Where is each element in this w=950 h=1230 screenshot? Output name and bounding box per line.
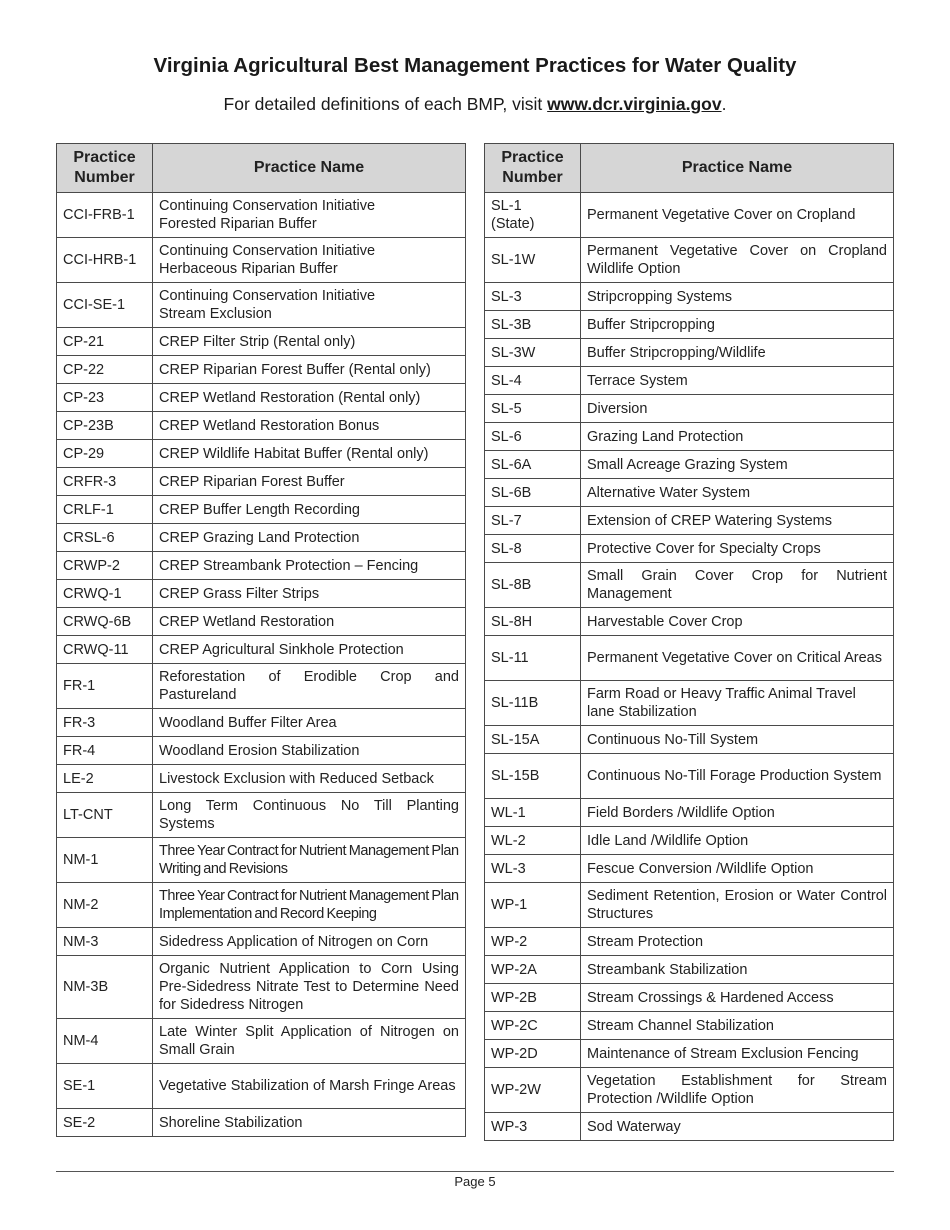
practice-number-cell: SL-6B [485, 479, 581, 507]
table-row [485, 726, 894, 754]
practice-number-cell: CRWQ-1 [57, 580, 153, 608]
practice-number-cell: WP-2 [485, 928, 581, 956]
practice-name-cell: Protective Cover for Specialty Crops [581, 535, 894, 563]
table-row [485, 283, 894, 311]
practice-number-cell: WP-2A [485, 956, 581, 984]
table-row [485, 1040, 894, 1068]
table-row [57, 193, 466, 238]
table-row [485, 507, 894, 535]
table-row [57, 928, 466, 956]
practice-number-cell: SL-11B [485, 681, 581, 726]
practice-number-cell: NM-1 [57, 838, 153, 883]
practice-number-cell: WL-2 [485, 827, 581, 855]
practice-number-cell: WP-2D [485, 1040, 581, 1068]
practice-number-cell: WL-3 [485, 855, 581, 883]
practice-number-cell: CRSL-6 [57, 524, 153, 552]
table-row [57, 883, 466, 928]
practice-name-cell: Small Grain Cover Crop for Nutrient Management [581, 563, 894, 608]
practice-number-cell: NM-4 [57, 1019, 153, 1064]
practice-name-cell: Stream Channel Stabilization [581, 1012, 894, 1040]
column-header-practice-number: Practice Number [57, 144, 153, 193]
practice-number-cell: WP-3 [485, 1113, 581, 1141]
practice-name-cell: Alternative Water System [581, 479, 894, 507]
table-row [57, 737, 466, 765]
table-row [57, 1064, 466, 1109]
practice-name-cell: CREP Wetland Restoration (Rental only) [153, 384, 466, 412]
practice-name-cell: Sod Waterway [581, 1113, 894, 1141]
practice-name-cell: Continuing Conservation Initiative Stream Exclusion [153, 283, 466, 328]
practice-number-cell: SL-3W [485, 339, 581, 367]
practice-number-cell: CRFR-3 [57, 468, 153, 496]
practice-number-cell: SL-8 [485, 535, 581, 563]
practice-number-cell: CCI-FRB-1 [57, 193, 153, 238]
bmp-table-right [484, 143, 894, 1141]
practice-name-cell: CREP Filter Strip (Rental only) [153, 328, 466, 356]
page-number: Page 5 [454, 1174, 496, 1189]
table-row [57, 608, 466, 636]
practice-number-cell: SL-7 [485, 507, 581, 535]
practice-number-cell: WP-2B [485, 984, 581, 1012]
practice-name-cell: Buffer Stripcropping/Wildlife [581, 339, 894, 367]
table-row [57, 793, 466, 838]
practice-name-cell: Three Year Contract for Nutrient Management Plan Implementation and Record Keeping [153, 883, 466, 928]
practice-number-cell: CCI-HRB-1 [57, 238, 153, 283]
practice-number-cell: SL-3B [485, 311, 581, 339]
table-row [57, 956, 466, 1019]
table-row [485, 1113, 894, 1141]
practice-number-cell: SL-8B [485, 563, 581, 608]
table-row [485, 535, 894, 563]
table-row [485, 928, 894, 956]
table-row [57, 496, 466, 524]
practice-name-cell: Sidedress Application of Nitrogen on Corn [153, 928, 466, 956]
practice-name-cell: Farm Road or Heavy Traffic Animal Travel lane Stabilization [581, 681, 894, 726]
practice-name-cell: Harvestable Cover Crop [581, 608, 894, 636]
table-row [485, 681, 894, 726]
practice-number-cell: SL-5 [485, 395, 581, 423]
practice-name-cell: Continuous No-Till Forage Production System [581, 754, 894, 799]
practice-name-cell: Extension of CREP Watering Systems [581, 507, 894, 535]
page-title: Virginia Agricultural Best Management Practices for Water Quality [153, 54, 797, 77]
practice-number-cell: SE-2 [57, 1109, 153, 1137]
table-row [485, 956, 894, 984]
practice-name-cell: Continuing Conservation Initiative Herbaceous Riparian Buffer [153, 238, 466, 283]
practice-number-cell: FR-3 [57, 709, 153, 737]
practice-name-cell: Vegetative Stabilization of Marsh Fringe Areas [153, 1064, 466, 1109]
practice-name-cell: Diversion [581, 395, 894, 423]
practice-name-cell: Maintenance of Stream Exclusion Fencing [581, 1040, 894, 1068]
practice-name-cell: CREP Wildlife Habitat Buffer (Rental only) [153, 440, 466, 468]
practice-number-cell: LT-CNT [57, 793, 153, 838]
table-row [485, 1012, 894, 1040]
table-row [57, 636, 466, 664]
practice-name-cell: Continuous No-Till System [581, 726, 894, 754]
practice-number-cell: CRWQ-11 [57, 636, 153, 664]
table-row [485, 883, 894, 928]
practice-name-cell: CREP Riparian Forest Buffer (Rental only) [153, 356, 466, 384]
table-row [485, 339, 894, 367]
subtitle-text: For detailed definitions of each BMP, visit [223, 94, 548, 114]
table-row [57, 552, 466, 580]
practice-name-cell: CREP Agricultural Sinkhole Protection [153, 636, 466, 664]
table-row [485, 984, 894, 1012]
practice-number-cell: CP-23B [57, 412, 153, 440]
practice-name-cell: Shoreline Stabilization [153, 1109, 466, 1137]
practice-number-cell: CP-21 [57, 328, 153, 356]
practice-name-cell: Vegetation Establishment for Stream Protection /Wildlife Option [581, 1068, 894, 1113]
practice-name-cell: Reforestation of Erodible Crop and Pastureland [153, 664, 466, 709]
practice-name-cell: Continuing Conservation Initiative Forested Riparian Buffer [153, 193, 466, 238]
practice-number-cell: CRWP-2 [57, 552, 153, 580]
table-row [57, 765, 466, 793]
table-row [485, 311, 894, 339]
table-row [485, 754, 894, 799]
practice-name-cell: Streambank Stabilization [581, 956, 894, 984]
practice-number-cell: SL-8H [485, 608, 581, 636]
practice-name-cell: Woodland Buffer Filter Area [153, 709, 466, 737]
table-row [485, 799, 894, 827]
table-row [485, 479, 894, 507]
table-row [485, 855, 894, 883]
practice-number-cell: FR-1 [57, 664, 153, 709]
table-row [57, 384, 466, 412]
practice-number-cell: SL-4 [485, 367, 581, 395]
practice-name-cell: CREP Riparian Forest Buffer [153, 468, 466, 496]
practice-name-cell: Permanent Vegetative Cover on Critical Areas [581, 636, 894, 681]
column-header-practice-name: Practice Name [581, 144, 894, 193]
practice-number-cell: CCI-SE-1 [57, 283, 153, 328]
table-row [57, 356, 466, 384]
table-row [57, 468, 466, 496]
column-header-practice-number: Practice Number [485, 144, 581, 193]
practice-name-cell: Permanent Vegetative Cover on Cropland [581, 193, 894, 238]
table-row [57, 709, 466, 737]
practice-name-cell: Buffer Stripcropping [581, 311, 894, 339]
table-row [57, 1019, 466, 1064]
table-row [57, 328, 466, 356]
footer-divider [56, 1171, 894, 1172]
table-row [57, 664, 466, 709]
practice-number-cell: SL-15A [485, 726, 581, 754]
practice-name-cell: Permanent Vegetative Cover on Cropland Wildlife Option [581, 238, 894, 283]
table-row [485, 193, 894, 238]
practice-number-cell: NM-3 [57, 928, 153, 956]
practice-number-cell: WP-2C [485, 1012, 581, 1040]
practice-number-cell: SL-6 [485, 423, 581, 451]
practice-name-cell: CREP Grazing Land Protection [153, 524, 466, 552]
practice-name-cell: Field Borders /Wildlife Option [581, 799, 894, 827]
bmp-table-left [56, 143, 466, 1137]
page-subtitle [0, 94, 950, 115]
practice-name-cell: Stripcropping Systems [581, 283, 894, 311]
practice-name-cell: Fescue Conversion /Wildlife Option [581, 855, 894, 883]
practice-number-cell: CP-23 [57, 384, 153, 412]
practice-number-cell: WL-1 [485, 799, 581, 827]
practice-number-cell: SL-1 (State) [485, 193, 581, 238]
practice-name-cell: Stream Crossings & Hardened Access [581, 984, 894, 1012]
practice-name-cell: Long Term Continuous No Till Planting Systems [153, 793, 466, 838]
practice-name-cell: Small Acreage Grazing System [581, 451, 894, 479]
table-row [57, 524, 466, 552]
practice-number-cell: SL-11 [485, 636, 581, 681]
dcr-website-link[interactable]: www.dcr.virginia.gov [547, 94, 722, 114]
table-row [485, 367, 894, 395]
table-row [57, 838, 466, 883]
practice-name-cell: CREP Grass Filter Strips [153, 580, 466, 608]
table-row [485, 451, 894, 479]
practice-name-cell: Grazing Land Protection [581, 423, 894, 451]
table-row [485, 238, 894, 283]
practice-name-cell: Livestock Exclusion with Reduced Setback [153, 765, 466, 793]
table-row [57, 440, 466, 468]
table-row [57, 1109, 466, 1137]
practice-name-cell: Organic Nutrient Application to Corn Using Pre-Sidedress Nitrate Test to Determine Need for Sidedress Nitrogen [153, 956, 466, 1019]
practice-number-cell: FR-4 [57, 737, 153, 765]
practice-number-cell: NM-3B [57, 956, 153, 1019]
practice-number-cell: NM-2 [57, 883, 153, 928]
practice-number-cell: WP-2W [485, 1068, 581, 1113]
practice-name-cell: CREP Buffer Length Recording [153, 496, 466, 524]
practice-name-cell: CREP Wetland Restoration Bonus [153, 412, 466, 440]
practice-number-cell: SL-3 [485, 283, 581, 311]
table-row [57, 412, 466, 440]
practice-number-cell: CP-22 [57, 356, 153, 384]
practice-number-cell: CRWQ-6B [57, 608, 153, 636]
table-row [57, 238, 466, 283]
practice-number-cell: LE-2 [57, 765, 153, 793]
practice-name-cell: Terrace System [581, 367, 894, 395]
column-header-practice-name: Practice Name [153, 144, 466, 193]
practice-number-cell: CRLF-1 [57, 496, 153, 524]
practice-name-cell: Three Year Contract for Nutrient Management Plan Writing and Revisions [153, 838, 466, 883]
practice-name-cell: CREP Streambank Protection – Fencing [153, 552, 466, 580]
table-row [485, 827, 894, 855]
table-row [485, 423, 894, 451]
table-row [57, 283, 466, 328]
practice-number-cell: CP-29 [57, 440, 153, 468]
table-row [485, 563, 894, 608]
practice-name-cell: Sediment Retention, Erosion or Water Control Structures [581, 883, 894, 928]
table-row [485, 636, 894, 681]
table-row [485, 608, 894, 636]
table-row [485, 395, 894, 423]
practice-name-cell: Woodland Erosion Stabilization [153, 737, 466, 765]
practice-name-cell: Stream Protection [581, 928, 894, 956]
table-row [57, 580, 466, 608]
table-row [485, 1068, 894, 1113]
practice-name-cell: Idle Land /Wildlife Option [581, 827, 894, 855]
practice-number-cell: WP-1 [485, 883, 581, 928]
practice-number-cell: SL-15B [485, 754, 581, 799]
practice-number-cell: SL-6A [485, 451, 581, 479]
practice-number-cell: SL-1W [485, 238, 581, 283]
practice-name-cell: CREP Wetland Restoration [153, 608, 466, 636]
practice-name-cell: Late Winter Split Application of Nitrogen on Small Grain [153, 1019, 466, 1064]
subtitle-suffix: . [721, 94, 727, 114]
practice-number-cell: SE-1 [57, 1064, 153, 1109]
